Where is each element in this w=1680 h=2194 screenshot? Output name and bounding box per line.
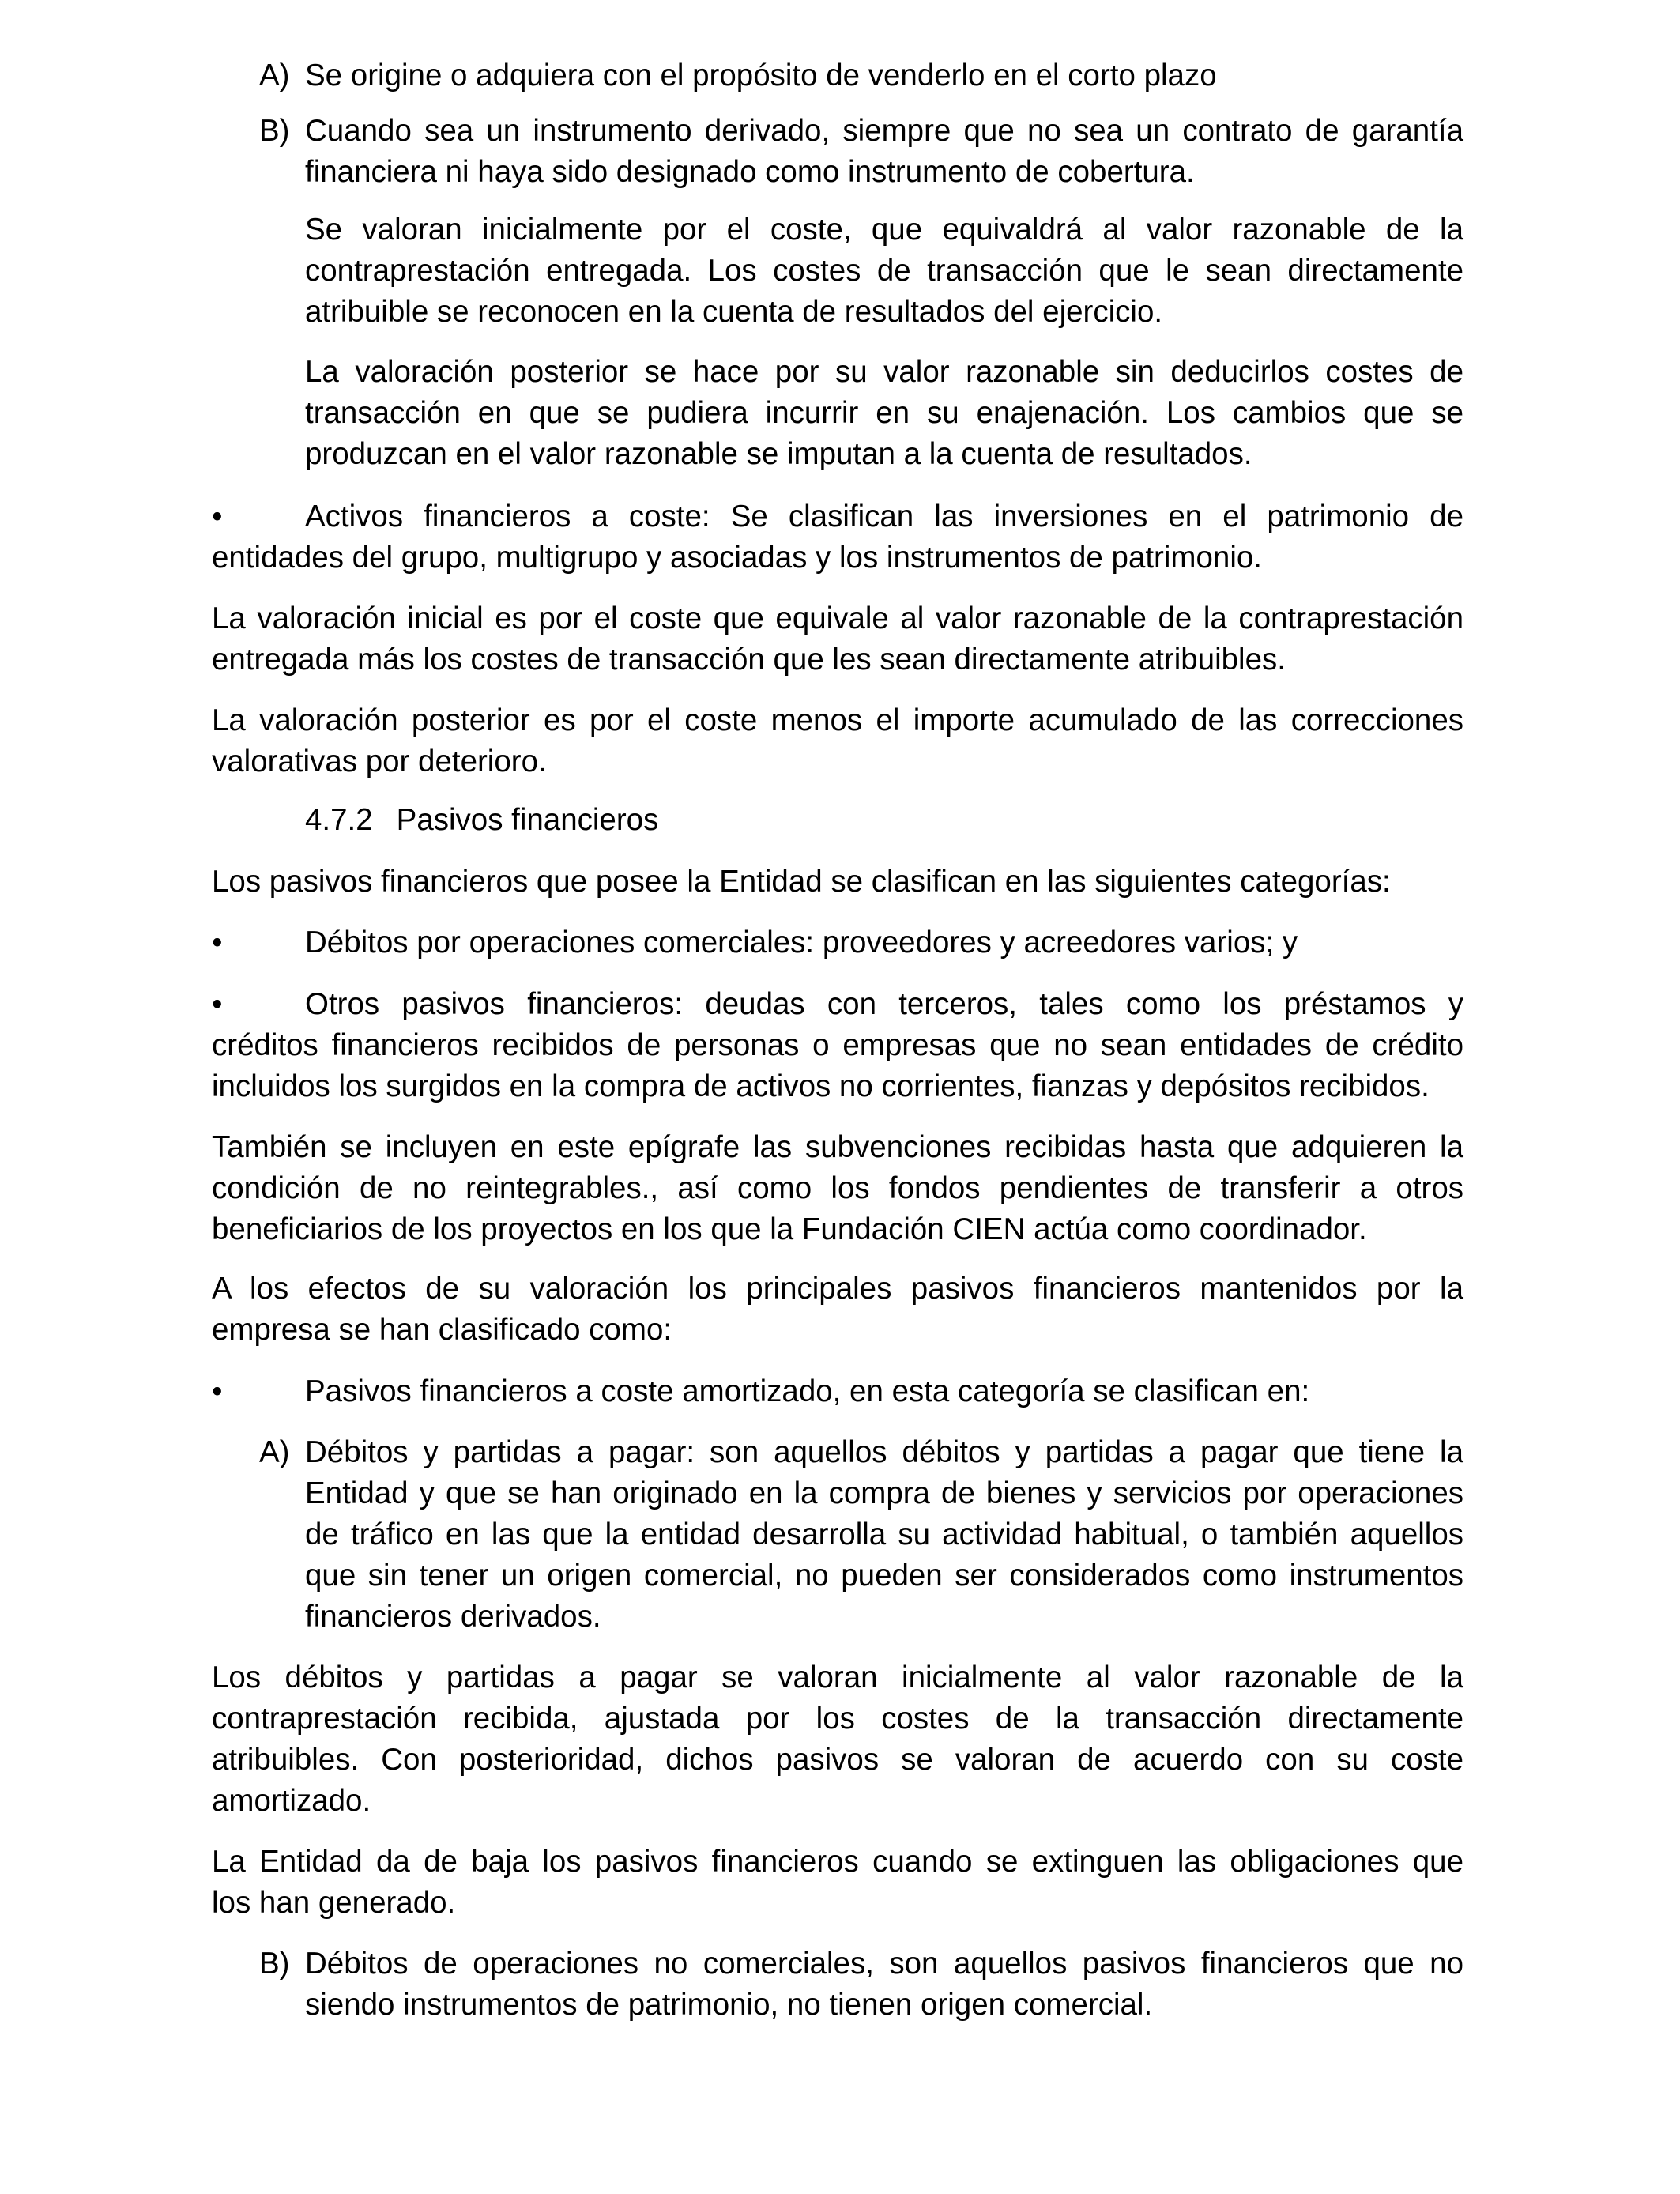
list-marker-b: B) [259,1947,290,1981]
paragraph-line: contraprestación entregada. Los costes de transacción que le sean directamente [305,254,1463,288]
section-heading [305,800,658,841]
paragraph-line: La valoración inicial es por el coste que equivale al valor razonable de la contraprestación [212,601,1463,635]
bullet-item-line: Activos financieros a coste: Se clasifican las inversiones en el patrimonio de [305,499,1463,533]
paragraph-line: Los débitos y partidas a pagar se valoran inicialmente al valor razonable de la [212,1661,1463,1695]
paragraph-line: Se valoran inicialmente por el coste, que equivaldrá al valor razonable de la [305,213,1463,247]
list-marker-a: A) [259,58,290,92]
bullet-icon: • [212,499,223,533]
bullet-item-line: entidades del grupo, multigrupo y asociadas y los instrumentos de patrimonio. [212,541,1262,575]
bullet-item-line: Pasivos financieros a coste amortizado, en esta categoría se clasifican en: [305,1374,1310,1408]
section-number: 4.7.2 [305,803,373,837]
paragraph-line: transacción en que se pudiera incurrir en su enajenación. Los cambios que se [305,396,1463,430]
list-item-b-line: Cuando sea un instrumento derivado, siempre que no sea un contrato de garantía [305,114,1463,148]
paragraph-line: La valoración posterior es por el coste menos el importe acumulado de las correcciones [212,703,1463,737]
paragraph-line: La valoración posterior se hace por su valor razonable sin deducirlos costes de [305,355,1463,389]
list-item-a-line: Débitos y partidas a pagar: son aquellos débitos y partidas a pagar que tiene la [305,1435,1463,1469]
list-marker-a: A) [259,1435,290,1469]
list-item-b-line: Débitos de operaciones no comerciales, son aquellos pasivos financieros que no [305,1947,1463,1981]
bullet-item-line: Débitos por operaciones comerciales: proveedores y acreedores varios; y [305,925,1298,959]
bullet-item-line: Otros pasivos financieros: deudas con terceros, tales como los préstamos y [305,987,1463,1021]
bullet-item-line: créditos financieros recibidos de personas o empresas que no sean entidades de crédito [212,1028,1463,1062]
paragraph-line: También se incluyen en este epígrafe las subvenciones recibidas hasta que adquieren la [212,1130,1463,1164]
paragraph-line: atribuible se reconocen en la cuenta de resultados del ejercicio. [305,295,1163,329]
list-item-a-text: Se origine o adquiera con el propósito de venderlo en el corto plazo [305,58,1217,92]
paragraph-line: entregada más los costes de transacción que les sean directamente atribuibles. [212,643,1286,677]
paragraph-line: La Entidad da de baja los pasivos financieros cuando se extinguen las obligaciones que [212,1845,1463,1879]
list-item-b-line: siendo instrumentos de patrimonio, no tienen origen comercial. [305,1988,1153,2022]
paragraph-line: contraprestación recibida, ajustada por los costes de la transacción directamente [212,1702,1463,1736]
paragraph-line: Los pasivos financieros que posee la Entidad se clasifican en las siguientes categorías: [212,865,1391,899]
section-title: Pasivos financieros [396,803,659,837]
list-item-a-line: que sin tener un origen comercial, no pueden ser considerados como instrumentos [305,1559,1463,1593]
bullet-item-line: incluidos los surgidos en la compra de activos no corrientes, fianzas y depósitos recibidos. [212,1069,1430,1103]
list-item-a-line: Entidad y que se han originado en la compra de bienes y servicios por operaciones [305,1476,1463,1510]
list-item-a-line: de tráfico en las que la entidad desarrolla su actividad habitual, o también aquellos [305,1517,1463,1551]
paragraph-line: amortizado. [212,1784,371,1818]
paragraph-line: empresa se han clasificado como: [212,1313,672,1347]
paragraph-line: A los efectos de su valoración los principales pasivos financieros mantenidos por la [212,1272,1463,1306]
bullet-icon: • [212,1374,223,1408]
paragraph-line: beneficiarios de los proyectos en los que la Fundación CIEN actúa como coordinador. [212,1212,1367,1246]
list-item-b-line: financiera ni haya sido designado como instrumento de cobertura. [305,155,1195,189]
list-marker-b: B) [259,114,290,148]
paragraph-line: atribuibles. Con posterioridad, dichos pasivos se valoran de acuerdo con su coste [212,1743,1463,1777]
list-item-a-line: financieros derivados. [305,1600,601,1634]
paragraph-line: valorativas por deterioro. [212,745,547,778]
paragraph-line: los han generado. [212,1886,456,1920]
bullet-icon: • [212,987,223,1021]
bullet-icon: • [212,925,223,959]
paragraph-line: condición de no reintegrables., así como los fondos pendientes de transferir a otros [212,1171,1463,1205]
paragraph-line: produzcan en el valor razonable se imputan a la cuenta de resultados. [305,437,1252,471]
